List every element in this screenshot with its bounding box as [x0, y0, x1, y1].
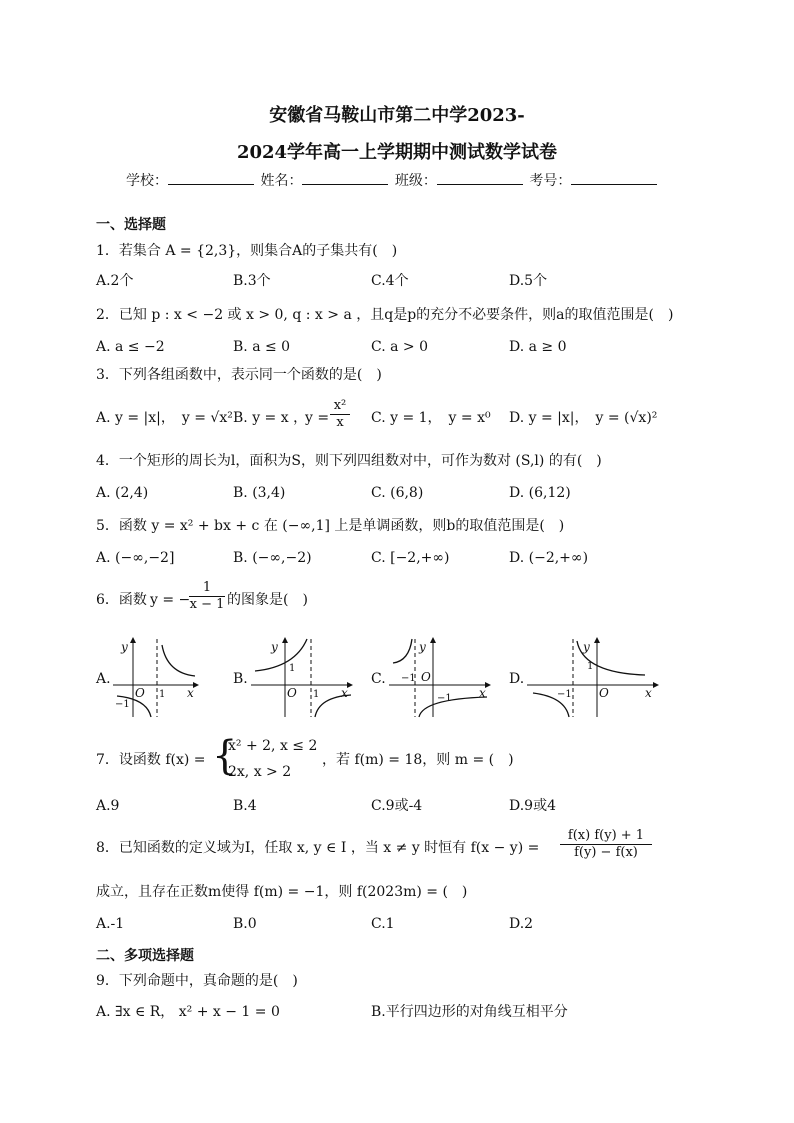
q7-option-b: B.4 [233, 798, 257, 814]
tick-label-x-1: 1 [313, 689, 320, 700]
q8-option-c: C.1 [371, 916, 395, 932]
q5-option-a: A. (−∞,−2] [96, 550, 175, 566]
origin-label: O [135, 686, 145, 700]
q6-option-c-letter: C. [371, 671, 386, 687]
q1-option-d: D.5个 [509, 273, 548, 289]
x-axis-arrow-icon [347, 682, 353, 688]
q6-fraction [189, 580, 225, 613]
q8-stem-line-2: 成立，且存在正数m使得 f(m) = −1，则 f(2023m) = ( ) [96, 884, 468, 900]
q5-stem: 5．函数 y = x² + bx + c 在 (−∞,1] 上是单调函数，则b的取值范围是( ) [96, 518, 565, 534]
q8-fraction-numerator: f(x) f(y) + 1 [560, 828, 652, 845]
name-blank[interactable] [302, 172, 388, 185]
tick-label-y-neg1: −1 [437, 693, 452, 704]
curve-left-branch [393, 639, 412, 663]
q7-option-d: D.9或4 [509, 798, 556, 814]
curve-right-branch [162, 645, 195, 676]
q6-graph-b [251, 635, 356, 717]
q4-option-c: C. (6,8) [371, 485, 424, 501]
x-label: x [645, 686, 652, 700]
section-heading-2: 二、多项选择题 [96, 948, 194, 964]
q6-option-d-letter: D. [509, 671, 525, 687]
q1-option-b: B.3个 [233, 273, 271, 289]
y-axis-arrow-icon [130, 637, 136, 643]
y-axis-arrow-icon [430, 637, 436, 643]
title-line-1: 安徽省马鞍山市第二中学2023- [269, 105, 525, 126]
tick-label-y-1: 1 [289, 663, 296, 674]
q6-stem-prefix: 6．函数 [96, 592, 147, 608]
q6-stem-suffix: 的图象是( ) [227, 592, 308, 608]
x-label: x [479, 686, 486, 700]
q8-fraction-denominator: f(y) − f(x) [574, 845, 638, 860]
section-heading-1: 一、选择题 [96, 217, 166, 233]
q5-option-c: C. [−2,+∞) [371, 550, 450, 566]
tick-label-y-1: 1 [587, 661, 594, 672]
q5-option-b: B. (−∞,−2) [233, 550, 312, 566]
q6-stem-lhs: y = − [150, 592, 191, 608]
q3-option-c: C. y = 1， y = x⁰ [371, 410, 491, 426]
q7-option-a: A.9 [96, 798, 120, 814]
q3-option-b: B. y = x ， [233, 410, 308, 426]
q7-stem-suffix: ，若 f(m) = 18，则 m = ( ) [322, 752, 514, 768]
x-axis-arrow-icon [653, 682, 659, 688]
q9-option-b: B.平行四边形的对角线互相平分 [371, 1004, 568, 1020]
y-label: y [121, 640, 128, 654]
field-exam-number: 考号： [529, 173, 572, 189]
tick-label-x-neg1: −1 [401, 673, 416, 684]
x-label: x [187, 686, 194, 700]
origin-label: O [421, 670, 431, 684]
q1-option-c: C.4个 [371, 273, 409, 289]
q2-stem: 2．已知 p : x < −2 或 x > 0, q : x > a ，且q是p的充分不必要条件，则a的取值范围是( ) [96, 307, 674, 323]
q3-fraction-numerator: x² [330, 398, 350, 415]
q7-case-1: x² + 2, x ≤ 2 [228, 738, 318, 754]
q5-option-d: D. (−2,+∞) [509, 550, 589, 566]
q8-option-d: D.2 [509, 916, 534, 932]
q7-brace-icon: { [212, 733, 238, 779]
q8-option-a: A.-1 [96, 916, 125, 932]
y-axis-arrow-icon [594, 637, 600, 643]
q2-option-d: D. a ≥ 0 [509, 339, 567, 355]
q4-option-b: B. (3,4) [233, 485, 286, 501]
y-label: y [271, 640, 278, 654]
tick-label-x-neg1: −1 [557, 689, 572, 700]
q1-option-a: A.2个 [96, 273, 134, 289]
curve-right-branch [419, 697, 487, 717]
q3-stem: 3．下列各组函数中，表示同一个函数的是( ) [96, 367, 382, 383]
y-label: y [583, 640, 590, 654]
y-label: y [419, 640, 426, 654]
info-fields [126, 172, 659, 190]
school-blank[interactable] [168, 172, 254, 185]
q3-option-a: A. y = |x|， y = √x² [96, 410, 233, 426]
field-name: 姓名： [260, 173, 303, 189]
field-class: 班级： [394, 173, 437, 189]
q3-option-b-fraction [330, 398, 350, 431]
class-blank[interactable] [437, 172, 523, 185]
exam-number-blank[interactable] [571, 172, 657, 185]
q1-stem: 1．若集合 A = {2,3}，则集合A的子集共有( ) [96, 243, 398, 259]
q6-graph-c [389, 635, 494, 717]
q6-option-a-letter: A. [96, 671, 111, 687]
tick-label-neg1: −1 [115, 699, 130, 710]
q8-fraction [560, 828, 652, 861]
x-label: x [341, 686, 348, 700]
origin-label: O [287, 686, 297, 700]
origin-label: O [599, 686, 609, 700]
q4-option-d: D. (6,12) [509, 485, 571, 501]
tick-label-1: 1 [159, 689, 166, 700]
q8-option-b: B.0 [233, 916, 257, 932]
q3-option-b-lhs: y = [305, 410, 330, 426]
q6-graph-a [113, 635, 203, 717]
q8-stem-prefix: 8．已知函数的定义域为I，任取 x, y ∈ I ，当 x ≠ y 时恒有 f(x − y) = [96, 840, 540, 856]
y-axis-arrow-icon [282, 637, 288, 643]
q3-fraction-denominator: x [336, 415, 344, 430]
q7-stem-prefix: 7．设函数 f(x) = [96, 752, 206, 768]
q6-fraction-numerator: 1 [189, 580, 225, 597]
title-line-2: 2024学年高一上学期期中测试数学试卷 [236, 142, 558, 163]
q2-option-b: B. a ≤ 0 [233, 339, 291, 355]
curve-left-branch [255, 639, 307, 671]
q9-option-a: A. ∃x ∈ R， x² + x − 1 = 0 [96, 1004, 280, 1020]
q3-option-d: D. y = |x|， y = (√x)² [509, 410, 658, 426]
q6-graph-d [527, 635, 662, 717]
q4-option-a: A. (2,4) [96, 485, 149, 501]
q6-option-b-letter: B. [233, 671, 248, 687]
q2-option-c: C. a > 0 [371, 339, 428, 355]
x-axis-arrow-icon [193, 682, 199, 688]
x-axis-arrow-icon [485, 682, 491, 688]
field-school: 学校： [126, 173, 168, 189]
q6-fraction-denominator: x − 1 [189, 597, 225, 612]
q7-case-2: 2x, x > 2 [228, 764, 292, 780]
q2-option-a: A. a ≤ −2 [96, 339, 165, 355]
q9-stem: 9．下列命题中，真命题的是( ) [96, 973, 298, 989]
q7-option-c: C.9或-4 [371, 798, 423, 814]
q4-stem: 4．一个矩形的周长为l，面积为S，则下列四组数对中，可作为数对 (S,l) 的有( ) [96, 453, 602, 469]
